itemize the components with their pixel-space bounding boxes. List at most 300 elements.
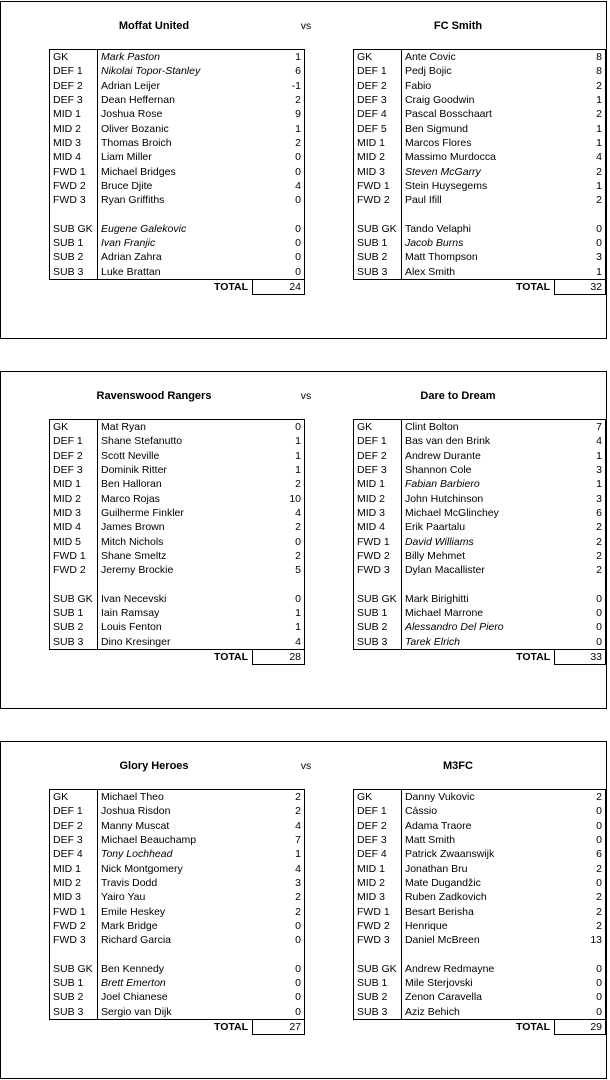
player-name: Emile Heskey bbox=[98, 904, 253, 918]
player-points: 2 bbox=[555, 790, 606, 805]
total-points: 32 bbox=[555, 279, 606, 294]
player-name: Eugene Galekovic bbox=[98, 222, 253, 236]
player-row bbox=[354, 150, 606, 164]
player-points: 0 bbox=[253, 976, 305, 990]
position-label: MID 1 bbox=[50, 861, 98, 875]
player-row bbox=[354, 819, 606, 833]
player-row bbox=[354, 463, 606, 477]
player-row bbox=[50, 819, 305, 833]
position-label: FWD 2 bbox=[50, 919, 98, 933]
player-name: Nick Montgomery bbox=[98, 861, 253, 875]
player-name: Joshua Rose bbox=[98, 107, 253, 121]
position-label: FWD 2 bbox=[354, 549, 402, 563]
player-points: 0 bbox=[555, 236, 606, 250]
position-label: DEF 1 bbox=[354, 64, 402, 78]
player-row bbox=[354, 606, 606, 620]
player-row bbox=[354, 847, 606, 861]
player-points: 6 bbox=[253, 64, 305, 78]
player-row bbox=[354, 990, 606, 1004]
total-row bbox=[354, 1019, 606, 1034]
player-points: 0 bbox=[253, 222, 305, 236]
position-label: GK bbox=[50, 50, 98, 65]
player-name: Steven McGarry bbox=[401, 164, 554, 178]
player-points: 3 bbox=[555, 250, 606, 264]
player-points: 0 bbox=[555, 1004, 606, 1019]
position-label: SUB 3 bbox=[50, 634, 98, 649]
player-points: 2 bbox=[253, 520, 305, 534]
player-row bbox=[50, 520, 305, 534]
player-points: 2 bbox=[555, 164, 606, 178]
player-points: 2 bbox=[253, 790, 305, 805]
player-name: Dino Kresinger bbox=[98, 634, 253, 649]
player-row bbox=[50, 193, 305, 207]
total-label: TOTAL bbox=[213, 1021, 248, 1034]
player-row bbox=[50, 620, 305, 634]
player-points: 4 bbox=[555, 150, 606, 164]
player-name: Fabio bbox=[401, 79, 554, 93]
player-points: 8 bbox=[555, 64, 606, 78]
player-name: Brett Emerton bbox=[98, 976, 253, 990]
player-row bbox=[354, 64, 606, 78]
player-row bbox=[50, 491, 305, 505]
player-row bbox=[50, 876, 305, 890]
player-row bbox=[354, 876, 606, 890]
player-name: Marcos Flores bbox=[401, 136, 554, 150]
position-label: MID 3 bbox=[50, 890, 98, 904]
player-points: -1 bbox=[253, 79, 305, 93]
player-row bbox=[354, 164, 606, 178]
player-name: Jonathan Bru bbox=[401, 861, 554, 875]
player-name: Shannon Cole bbox=[401, 463, 554, 477]
player-row bbox=[50, 136, 305, 150]
total-points: 29 bbox=[555, 1019, 606, 1034]
player-points: 2 bbox=[555, 890, 606, 904]
position-label: FWD 1 bbox=[50, 904, 98, 918]
player-points: 1 bbox=[555, 179, 606, 193]
player-name: Jacob Burns bbox=[401, 236, 554, 250]
position-label: FWD 3 bbox=[354, 563, 402, 577]
player-points: 1 bbox=[555, 449, 606, 463]
player-name: Iain Ramsay bbox=[98, 606, 253, 620]
player-row bbox=[50, 222, 305, 236]
total-label: TOTAL bbox=[213, 281, 248, 294]
player-points: 0 bbox=[555, 606, 606, 620]
away-team-name: M3FC bbox=[443, 760, 473, 772]
player-row bbox=[50, 236, 305, 250]
player-points: 13 bbox=[555, 933, 606, 947]
player-points: 0 bbox=[253, 264, 305, 279]
position-label: SUB GK bbox=[354, 962, 402, 976]
player-points: 1 bbox=[253, 50, 305, 65]
player-name: Scott Neville bbox=[98, 449, 253, 463]
player-row bbox=[354, 563, 606, 577]
player-row bbox=[50, 933, 305, 947]
spacer-row bbox=[354, 947, 606, 961]
player-points: 7 bbox=[253, 833, 305, 847]
position-label: SUB 2 bbox=[50, 990, 98, 1004]
player-points: 1 bbox=[253, 620, 305, 634]
player-points: 0 bbox=[253, 962, 305, 976]
total-label: TOTAL bbox=[516, 651, 551, 664]
player-points: 2 bbox=[253, 549, 305, 563]
player-row bbox=[50, 790, 305, 805]
position-label: GK bbox=[354, 420, 402, 435]
player-row bbox=[354, 50, 606, 65]
player-points: 0 bbox=[555, 592, 606, 606]
position-label: GK bbox=[50, 790, 98, 805]
player-row bbox=[50, 890, 305, 904]
match-panel-2 bbox=[0, 371, 607, 709]
player-row bbox=[354, 790, 606, 805]
position-label: MID 5 bbox=[50, 534, 98, 548]
player-name: Matt Thompson bbox=[401, 250, 554, 264]
spacer-row bbox=[354, 207, 606, 221]
player-points: 7 bbox=[555, 420, 606, 435]
away-lineup-table bbox=[353, 49, 606, 295]
player-points: 2 bbox=[253, 93, 305, 107]
player-points: 2 bbox=[555, 107, 606, 121]
player-name: Travis Dodd bbox=[98, 876, 253, 890]
position-label: SUB 1 bbox=[50, 976, 98, 990]
position-label: MID 2 bbox=[354, 491, 402, 505]
position-label: DEF 2 bbox=[354, 79, 402, 93]
player-row bbox=[354, 534, 606, 548]
player-row bbox=[50, 919, 305, 933]
player-name: Fabian Barbiero bbox=[401, 477, 554, 491]
player-points: 3 bbox=[555, 491, 606, 505]
position-label: MID 3 bbox=[50, 506, 98, 520]
player-points: 0 bbox=[253, 933, 305, 947]
player-points: 3 bbox=[253, 876, 305, 890]
player-name: Clint Bolton bbox=[401, 420, 554, 435]
position-label: DEF 1 bbox=[50, 434, 98, 448]
vs-label: vs bbox=[300, 20, 312, 32]
player-name: Bruce Djite bbox=[98, 179, 253, 193]
total-points: 24 bbox=[253, 279, 305, 294]
player-row bbox=[354, 264, 606, 279]
player-name: Jeremy Brockie bbox=[98, 563, 253, 577]
player-row bbox=[50, 506, 305, 520]
player-row bbox=[354, 976, 606, 990]
player-points: 1 bbox=[555, 121, 606, 135]
player-name: Liam Miller bbox=[98, 150, 253, 164]
position-label: DEF 3 bbox=[354, 833, 402, 847]
player-points: 0 bbox=[253, 420, 305, 435]
player-row bbox=[354, 434, 606, 448]
player-name: Patrick Zwaanswijk bbox=[401, 847, 554, 861]
player-name: Mat Ryan bbox=[98, 420, 253, 435]
player-points: 4 bbox=[555, 434, 606, 448]
player-name: Massimo Murdocca bbox=[401, 150, 554, 164]
player-name: Mate Dugandžic bbox=[401, 876, 554, 890]
player-points: 3 bbox=[555, 463, 606, 477]
position-label: SUB GK bbox=[354, 222, 402, 236]
player-row bbox=[354, 222, 606, 236]
player-name: Shane Stefanutto bbox=[98, 434, 253, 448]
player-row bbox=[50, 50, 305, 65]
player-name: Michael McGlinchey bbox=[401, 506, 554, 520]
player-row bbox=[354, 592, 606, 606]
player-row bbox=[354, 919, 606, 933]
spacer-row bbox=[50, 947, 305, 961]
player-points: 1 bbox=[253, 847, 305, 861]
player-row bbox=[50, 976, 305, 990]
player-points: 2 bbox=[555, 79, 606, 93]
position-label: SUB 1 bbox=[50, 606, 98, 620]
home-lineup-table bbox=[49, 789, 305, 1035]
home-lineup-table bbox=[49, 419, 305, 665]
position-label: DEF 1 bbox=[354, 804, 402, 818]
position-label: MID 3 bbox=[354, 506, 402, 520]
player-points: 4 bbox=[253, 179, 305, 193]
position-label: SUB 3 bbox=[354, 1004, 402, 1019]
player-name: Dean Heffernan bbox=[98, 93, 253, 107]
player-points: 2 bbox=[253, 477, 305, 491]
player-row bbox=[354, 79, 606, 93]
player-points: 5 bbox=[253, 563, 305, 577]
player-name: Luke Brattan bbox=[98, 264, 253, 279]
position-label: DEF 2 bbox=[50, 819, 98, 833]
player-points: 1 bbox=[555, 264, 606, 279]
position-label: FWD 1 bbox=[354, 179, 402, 193]
player-name: Cássio bbox=[401, 804, 554, 818]
position-label: MID 1 bbox=[354, 136, 402, 150]
position-label: DEF 2 bbox=[50, 79, 98, 93]
player-name: Thomas Broich bbox=[98, 136, 253, 150]
player-name: Joel Chianese bbox=[98, 990, 253, 1004]
player-row bbox=[354, 890, 606, 904]
player-row bbox=[50, 634, 305, 649]
player-row bbox=[50, 250, 305, 264]
player-row bbox=[354, 620, 606, 634]
player-points: 2 bbox=[555, 861, 606, 875]
position-label: SUB GK bbox=[50, 592, 98, 606]
player-name: Besart Berisha bbox=[401, 904, 554, 918]
player-name: Stein Huysegems bbox=[401, 179, 554, 193]
player-row bbox=[50, 93, 305, 107]
player-name: Ante Covic bbox=[401, 50, 554, 65]
player-row bbox=[50, 534, 305, 548]
match-panel-1 bbox=[0, 1, 607, 339]
player-name: Michael Beauchamp bbox=[98, 833, 253, 847]
player-name: Henrique bbox=[401, 919, 554, 933]
player-row bbox=[50, 990, 305, 1004]
player-name: Tando Velaphi bbox=[401, 222, 554, 236]
player-name: Adrian Zahra bbox=[98, 250, 253, 264]
player-name: Richard Garcia bbox=[98, 933, 253, 947]
player-points: 4 bbox=[253, 819, 305, 833]
player-points: 2 bbox=[253, 890, 305, 904]
player-name: Matt Smith bbox=[401, 833, 554, 847]
player-row bbox=[50, 833, 305, 847]
player-name: Mark Paston bbox=[98, 50, 253, 65]
total-points: 33 bbox=[555, 649, 606, 664]
home-team-name: Ravenswood Rangers bbox=[96, 390, 212, 402]
player-row bbox=[354, 634, 606, 649]
player-points: 4 bbox=[253, 634, 305, 649]
player-points: 2 bbox=[253, 904, 305, 918]
position-label: SUB 3 bbox=[50, 1004, 98, 1019]
player-points: 0 bbox=[253, 150, 305, 164]
player-name: Ben Sigmund bbox=[401, 121, 554, 135]
player-row bbox=[50, 1004, 305, 1019]
player-name: Ben Halloran bbox=[98, 477, 253, 491]
total-row bbox=[50, 649, 305, 664]
position-label: SUB 1 bbox=[354, 976, 402, 990]
player-name: Ivan Necevski bbox=[98, 592, 253, 606]
player-points: 1 bbox=[253, 121, 305, 135]
player-name: John Hutchinson bbox=[401, 491, 554, 505]
player-name: Ryan Griffiths bbox=[98, 193, 253, 207]
player-name: Michael Bridges bbox=[98, 164, 253, 178]
total-row bbox=[50, 279, 305, 294]
player-row bbox=[354, 861, 606, 875]
position-label: FWD 1 bbox=[354, 534, 402, 548]
player-row bbox=[50, 150, 305, 164]
player-row bbox=[50, 79, 305, 93]
player-row bbox=[50, 463, 305, 477]
player-points: 0 bbox=[555, 962, 606, 976]
home-lineup-table bbox=[49, 49, 305, 295]
position-label: MID 2 bbox=[354, 150, 402, 164]
spacer-row bbox=[354, 577, 606, 591]
position-label: MID 1 bbox=[50, 477, 98, 491]
player-row bbox=[50, 449, 305, 463]
player-row bbox=[354, 506, 606, 520]
position-label: FWD 1 bbox=[50, 549, 98, 563]
player-points: 2 bbox=[555, 904, 606, 918]
player-row bbox=[50, 847, 305, 861]
player-points: 2 bbox=[253, 136, 305, 150]
player-row bbox=[50, 434, 305, 448]
position-label: DEF 3 bbox=[354, 463, 402, 477]
player-points: 0 bbox=[253, 193, 305, 207]
position-label: DEF 2 bbox=[50, 449, 98, 463]
position-label: SUB 3 bbox=[354, 264, 402, 279]
player-name: Ruben Zadkovich bbox=[401, 890, 554, 904]
position-label: MID 4 bbox=[50, 520, 98, 534]
player-points: 1 bbox=[555, 136, 606, 150]
player-name: Alex Smith bbox=[401, 264, 554, 279]
player-points: 2 bbox=[555, 563, 606, 577]
player-points: 0 bbox=[555, 222, 606, 236]
vs-label: vs bbox=[300, 760, 312, 772]
player-points: 0 bbox=[253, 236, 305, 250]
away-team-name: FC Smith bbox=[433, 20, 483, 32]
position-label: DEF 3 bbox=[354, 93, 402, 107]
player-points: 2 bbox=[555, 193, 606, 207]
spacer-row bbox=[50, 577, 305, 591]
position-label: SUB 1 bbox=[354, 236, 402, 250]
player-points: 1 bbox=[555, 93, 606, 107]
player-points: 0 bbox=[555, 990, 606, 1004]
player-name: Tony Lochhead bbox=[98, 847, 253, 861]
vs-label: vs bbox=[300, 390, 312, 402]
position-label: FWD 3 bbox=[50, 193, 98, 207]
position-label: FWD 1 bbox=[50, 164, 98, 178]
player-row bbox=[50, 962, 305, 976]
player-name: Bas van den Brink bbox=[401, 434, 554, 448]
player-points: 4 bbox=[253, 861, 305, 875]
player-name: Zenon Caravella bbox=[401, 990, 554, 1004]
total-row bbox=[50, 1019, 305, 1034]
position-label: FWD 2 bbox=[354, 193, 402, 207]
player-row bbox=[354, 193, 606, 207]
position-label: FWD 2 bbox=[50, 563, 98, 577]
player-row bbox=[50, 477, 305, 491]
total-row bbox=[354, 279, 606, 294]
position-label: GK bbox=[50, 420, 98, 435]
position-label: DEF 4 bbox=[354, 107, 402, 121]
player-name: Andrew Durante bbox=[401, 449, 554, 463]
player-row bbox=[50, 179, 305, 193]
position-label: SUB 3 bbox=[354, 634, 402, 649]
position-label: SUB GK bbox=[50, 222, 98, 236]
spacer-row bbox=[50, 207, 305, 221]
player-row bbox=[354, 477, 606, 491]
player-name: Adrian Leijer bbox=[98, 79, 253, 93]
position-label: SUB GK bbox=[50, 962, 98, 976]
player-row bbox=[354, 107, 606, 121]
player-name: David Williams bbox=[401, 534, 554, 548]
player-points: 10 bbox=[253, 491, 305, 505]
player-points: 0 bbox=[253, 164, 305, 178]
player-row bbox=[354, 136, 606, 150]
position-label: DEF 3 bbox=[50, 93, 98, 107]
position-label: SUB 2 bbox=[50, 620, 98, 634]
position-label: MID 2 bbox=[354, 876, 402, 890]
player-points: 2 bbox=[555, 549, 606, 563]
player-name: Pedj Bojic bbox=[401, 64, 554, 78]
player-row bbox=[354, 833, 606, 847]
player-name: Mitch Nichols bbox=[98, 534, 253, 548]
player-row bbox=[50, 563, 305, 577]
position-label: MID 3 bbox=[50, 136, 98, 150]
player-row bbox=[50, 121, 305, 135]
home-team-name: Moffat United bbox=[118, 20, 190, 32]
player-points: 2 bbox=[555, 534, 606, 548]
player-name: Pascal Bosschaart bbox=[401, 107, 554, 121]
player-name: Billy Mehmet bbox=[401, 549, 554, 563]
position-label: SUB 2 bbox=[354, 250, 402, 264]
position-label: MID 2 bbox=[50, 121, 98, 135]
player-points: 8 bbox=[555, 50, 606, 65]
player-points: 6 bbox=[555, 847, 606, 861]
player-points: 4 bbox=[253, 506, 305, 520]
player-name: Andrew Redmayne bbox=[401, 962, 554, 976]
position-label: DEF 5 bbox=[354, 121, 402, 135]
player-row bbox=[50, 107, 305, 121]
position-label: MID 1 bbox=[354, 861, 402, 875]
position-label: FWD 3 bbox=[50, 933, 98, 947]
player-name: Ivan Franjic bbox=[98, 236, 253, 250]
player-points: 2 bbox=[253, 804, 305, 818]
player-name: Mark Bridge bbox=[98, 919, 253, 933]
player-row bbox=[50, 420, 305, 435]
position-label: FWD 1 bbox=[354, 904, 402, 918]
player-name: Mile Sterjovski bbox=[401, 976, 554, 990]
position-label: SUB 1 bbox=[354, 606, 402, 620]
player-row bbox=[354, 804, 606, 818]
total-row bbox=[354, 649, 606, 664]
player-points: 0 bbox=[555, 634, 606, 649]
position-label: FWD 2 bbox=[50, 179, 98, 193]
player-row bbox=[354, 179, 606, 193]
player-points: 0 bbox=[555, 819, 606, 833]
player-name: Nikolai Topor-Stanley bbox=[98, 64, 253, 78]
player-row bbox=[50, 64, 305, 78]
player-points: 0 bbox=[253, 250, 305, 264]
